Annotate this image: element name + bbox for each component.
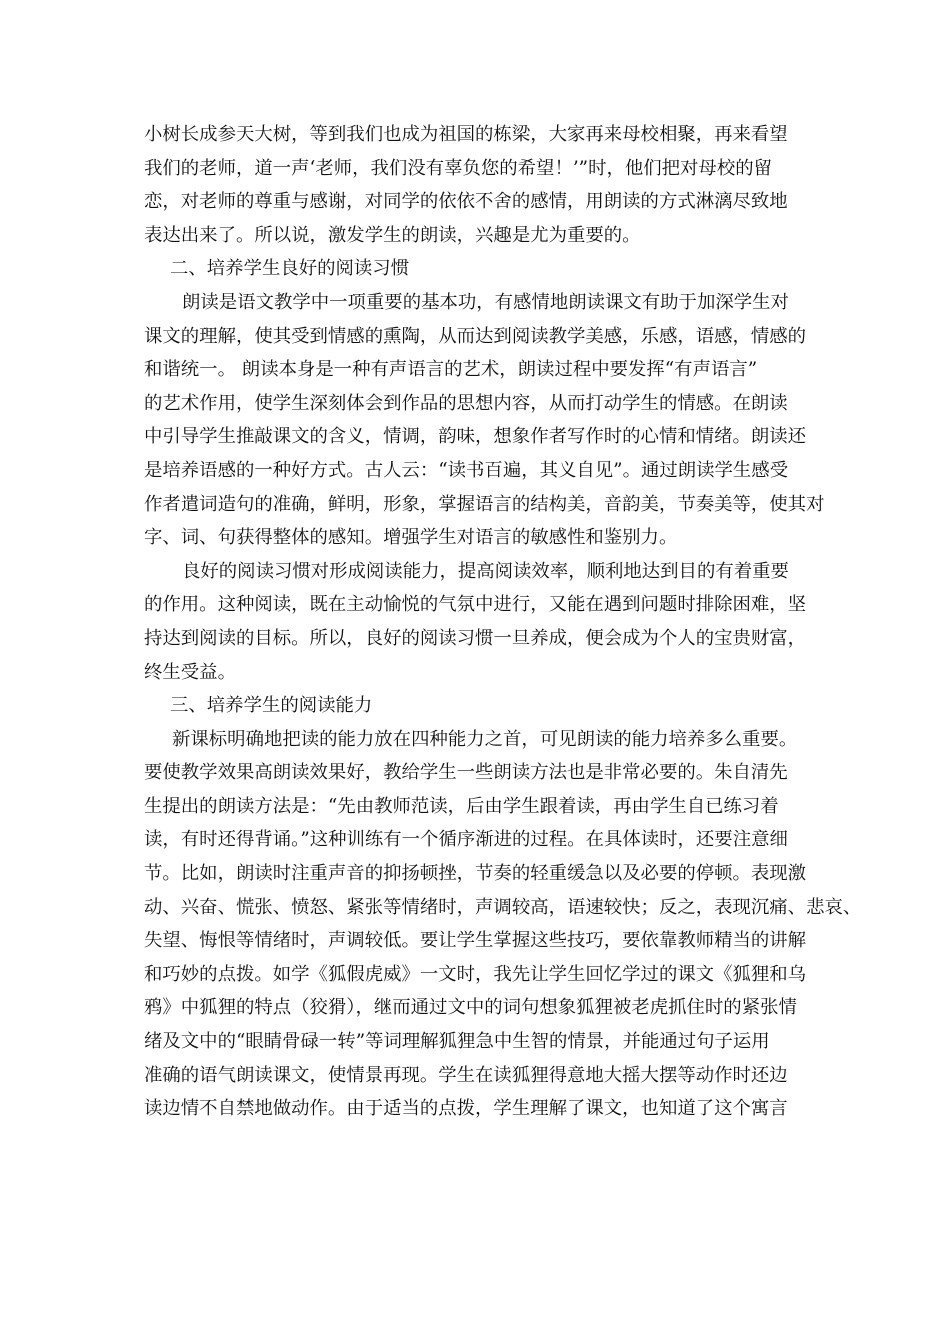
- text-line: 和谐统一。 朗读本身是一种有声语言的艺术，朗读过程中要发挥“有声语言”: [144, 359, 758, 381]
- text-line: 准确的语气朗读课文，使情景再现。学生在读狐狸得意地大摇大摆等动作时还边: [144, 1064, 788, 1086]
- text-line: 读，有时还得背诵。”这种训练有一个循序渐进的过程。在具体读时，还要注意细: [144, 829, 788, 851]
- text-line: 失望、悔恨等情绪时，声调较低。要让学生掌握这些技巧，要依靠教师精当的讲解: [144, 930, 807, 952]
- text-line: 新课标明确地把读的能力放在四种能力之首，可见朗读的能力培养多么重要。: [172, 728, 798, 750]
- text-line: 动、兴奋、慌张、愤怒、紧张等情绪时，声调较高，语速较快；反之，表现沉痛、悲哀、: [144, 896, 862, 918]
- text-line: 课文的理解，使其受到情感的熏陶，从而达到阅读教学美感，乐感，语感，情感的: [144, 325, 807, 347]
- text-line: 良好的阅读习惯对形成阅读能力，提高阅读效率，顺利地达到目的有着重要: [182, 560, 789, 582]
- text-line: 的作用。这种阅读，既在主动愉悦的气氛中进行，又能在遇到问题时排除困难，坚: [144, 594, 807, 616]
- text-line: 小树长成参天大树，等到我们也成为祖国的栋梁，大家再来母校相聚，再来看望: [144, 124, 788, 145]
- text-line: 持达到阅读的目标。所以，良好的阅读习惯一旦养成，便会成为个人的宝贵财富，: [144, 627, 807, 649]
- text-line: 要使教学效果高朗读效果好，教给学生一些朗读方法也是非常必要的。朱自清先: [144, 762, 788, 784]
- text-line: 字、词、句获得整体的感知。增强学生对语言的敏感性和鉴别力。: [144, 527, 678, 549]
- text-line: 恋，对老师的尊重与感谢，对同学的依依不舍的感情，用朗读的方式淋漓尽致地: [144, 191, 788, 213]
- text-line: 三、培养学生的阅读能力: [170, 695, 373, 717]
- text-line: 我们的老师，道一声‘老师，我们没有辜负您的希望！’”时，他们把对母校的留: [144, 157, 772, 179]
- text-line: 二、培养学生良好的阅读习惯: [170, 258, 410, 280]
- text-line: 终生受益。: [144, 661, 236, 683]
- text-line: 表达出来了。所以说，激发学生的朗读，兴趣是尤为重要的。: [144, 224, 641, 246]
- text-line: 作者遣词造句的准确，鲜明，形象，掌握语言的结构美，音韵美，节奏美等，使其对: [144, 493, 825, 515]
- text-line: 生提出的朗读方法是：“先由教师范读，后由学生跟着读，再由学生自已练习着: [144, 795, 779, 817]
- text-line: 鸦》中狐狸的特点（狡猾），继而通过文中的词句想象狐狸被老虎抓住时的紧张情: [144, 997, 797, 1019]
- text-line: 朗读是语文教学中一项重要的基本功，有感情地朗读课文有助于加深学生对: [182, 291, 789, 313]
- text-line: 中引导学生推敲课文的含义，情调，韵味，想象作者写作时的心情和情绪。朗读还: [144, 426, 807, 448]
- document-body: [144, 118, 862, 1126]
- text-line: 读边情不自禁地做动作。由于适当的点拨，学生理解了课文，也知道了这个寓言: [144, 1098, 788, 1120]
- text-line: 节。比如，朗读时注重声音的抑扬顿挫，节奏的轻重缓急以及必要的停顿。表现激: [144, 863, 807, 885]
- text-line: 绪及文中的“眼睛骨碌一转”等词理解狐狸急中生智的情景，并能通过句子运用: [144, 1031, 770, 1053]
- text-line: 的艺术作用，使学生深刻体会到作品的思想内容，从而打动学生的情感。在朗读: [144, 392, 788, 414]
- text-line: 和巧妙的点拨。如学《狐假虎威》一文时，我先让学生回忆学过的课文《狐狸和乌: [144, 963, 807, 985]
- text-line: 是培养语感的一种好方式。古人云：“读书百遍，其义自见”。通过朗读学生感受: [144, 459, 789, 481]
